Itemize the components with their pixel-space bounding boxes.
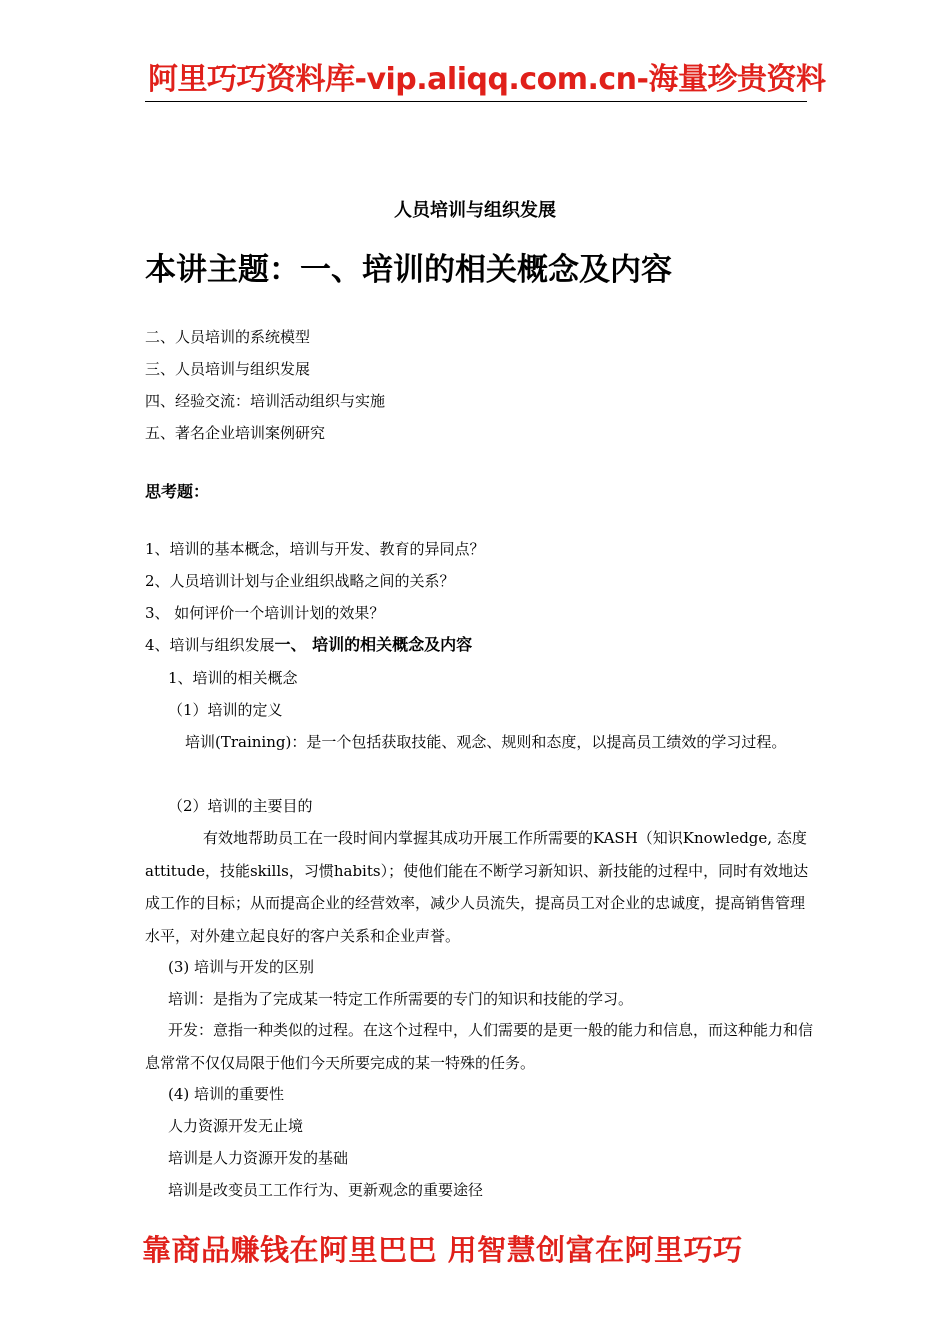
question-item: 3、 如何评价一个培训计划的效果？	[145, 604, 385, 622]
header-divider	[145, 101, 807, 102]
questions-heading: 思考题：	[145, 482, 210, 501]
topic-item: 四、经验交流：培训活动组织与实施	[145, 392, 386, 410]
topic-item: 五、著名企业培训案例研究	[145, 424, 326, 442]
question-item: 2、人员培训计划与企业组织战略之间的关系？	[145, 572, 455, 590]
subsection-1-body: 培训(Training)：是一个包括获取技能、观念、规则和态度，以提高员工绩效的学习过程。	[185, 733, 787, 751]
main-heading: 本讲主题：一、培训的相关概念及内容	[145, 252, 672, 288]
importance-item: 人力资源开发无止境	[168, 1117, 304, 1135]
question4-prefix: 4、培训与组织发展	[145, 636, 275, 654]
topic-item: 二、人员培训的系统模型	[145, 328, 311, 346]
subsection-2-body: 有效地帮助员工在一段时间内掌握其成功开展工作所需要的KASH（知识Knowledge, 态度attitude，技能skills，习惯habits）；使他们能在不断学习新知识、新技能的过程中，同时有效地达成工作的目标；从而提高企业的经营效率，减少人员流失，提高员工对企业的忠诚度，提高销售管理水平，对外建立起良好的客户关系和企业声誉。	[145, 829, 809, 945]
subsection-4-title: (4) 培训的重要性	[168, 1085, 285, 1103]
header-banner: 阿里巧巧资料库-vip.aliqq.com.cn-海量珍贵资料	[148, 62, 826, 97]
topic-item: 三、人员培训与组织发展	[145, 360, 311, 378]
training-definition: 培训：是指为了完成某一特定工作所需要的专门的知识和技能的学习。	[168, 990, 634, 1008]
importance-item: 培训是人力资源开发的基础	[168, 1149, 349, 1167]
development-definition: 开发：意指一种类似的过程。在这个过程中，人们需要的是更一般的能力和信息，而这种能力和信息常常不仅仅局限于他们今天所要完成的某一特殊的任务。	[145, 1021, 814, 1072]
subsection-2-title: （2）培训的主要目的	[168, 797, 313, 815]
document-title: 人员培训与组织发展	[394, 200, 556, 221]
footer-banner: 靠商品赚钱在阿里巴巴 用智慧创富在阿里巧巧	[142, 1233, 743, 1267]
importance-item: 培训是改变员工工作行为、更新观念的重要途径	[168, 1181, 484, 1199]
question4-heading: 一、 培训的相关概念及内容	[274, 635, 473, 654]
subsection-3-title: (3) 培训与开发的区别	[168, 958, 315, 976]
section-1-title: 1、培训的相关概念	[168, 669, 298, 687]
subsection-1-title: （1）培训的定义	[168, 701, 283, 719]
question-item-4	[145, 634, 472, 656]
question-item: 1、培训的基本概念，培训与开发、教育的异同点？	[145, 540, 485, 558]
